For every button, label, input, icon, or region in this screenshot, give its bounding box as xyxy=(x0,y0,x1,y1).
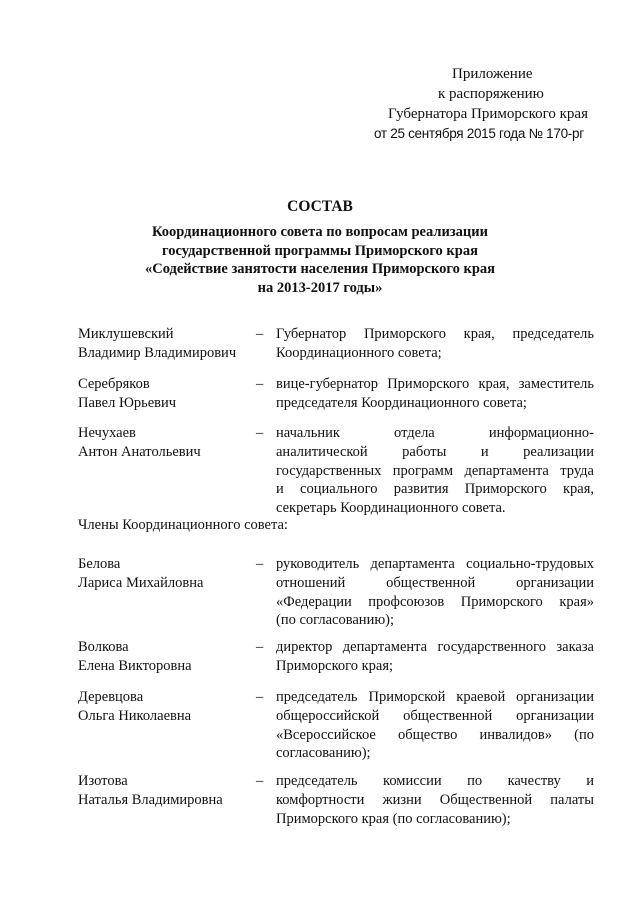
role-line: директор департамента государственного заказа xyxy=(276,639,594,655)
person-name xyxy=(78,375,258,413)
role-line: вице-губернатор Приморского края, заместитель xyxy=(276,376,594,392)
person-name xyxy=(78,555,258,593)
person-surname: Волкова xyxy=(78,639,129,655)
role-line: председателя Координационного совета; xyxy=(276,394,527,411)
role-line: Координационного совета; xyxy=(276,344,442,361)
role-line: Губернатор Приморского края, председатель xyxy=(276,326,594,342)
person-name xyxy=(78,638,258,676)
person-surname: Нечухаев xyxy=(78,425,136,441)
appendix-line: к распоряжению xyxy=(438,86,544,102)
role-line: руководитель департамента социально-трудовых xyxy=(276,556,594,572)
person-given-names: Владимир Владимирович xyxy=(78,344,237,361)
person-role xyxy=(276,325,594,363)
dash-separator: – xyxy=(256,639,264,655)
subtitle-line: на 2013-2017 годы» xyxy=(257,279,383,296)
dash-separator: – xyxy=(256,773,264,789)
person-surname: Серебряков xyxy=(78,376,150,392)
appendix-line: Губернатора Приморского края xyxy=(388,106,588,122)
person-given-names: Павел Юрьевич xyxy=(78,394,177,411)
subtitle-line: Координационного совета по вопросам реализации xyxy=(152,224,488,240)
person-role xyxy=(276,424,594,518)
person-name xyxy=(78,772,258,810)
role-line: комфортности жизни Общественной палаты xyxy=(276,791,594,808)
document-subtitle xyxy=(120,223,520,297)
dash-separator: – xyxy=(256,326,264,342)
appendix-date-number: от 25 сентября 2015 года № 170-рг xyxy=(374,126,584,141)
person-given-names: Елена Викторовна xyxy=(78,657,192,674)
role-line: председатель комиссии по качеству и xyxy=(276,773,594,789)
person-name xyxy=(78,688,258,726)
document-title: СОСТАВ xyxy=(287,198,353,215)
person-role xyxy=(276,638,594,676)
role-line: общероссийской общественной организации xyxy=(276,707,594,724)
role-line: отношений общественной организации xyxy=(276,574,594,591)
role-line: согласованию); xyxy=(276,745,371,762)
role-line: государственных программ департамента труда xyxy=(276,462,594,479)
dash-separator: – xyxy=(256,376,264,392)
role-line: и социального развития Приморского края, xyxy=(276,481,594,498)
person-role xyxy=(276,375,594,413)
person-given-names: Ольга Николаевна xyxy=(78,707,192,724)
dash-separator: – xyxy=(256,556,264,572)
person-surname: Белова xyxy=(78,556,121,572)
person-role xyxy=(276,555,594,630)
person-name xyxy=(78,424,258,462)
person-given-names: Антон Анатольевич xyxy=(78,443,201,460)
members-heading: Члены Координационного совета: xyxy=(78,517,288,533)
person-given-names: Лариса Михайловна xyxy=(78,574,204,591)
appendix-title: Приложение xyxy=(452,66,533,82)
role-line: Приморского края (по согласованию); xyxy=(276,810,511,827)
subtitle-line: «Содействие занятости населения Приморского края xyxy=(144,261,496,277)
person-surname: Изотова xyxy=(78,773,128,789)
appendix-block xyxy=(376,64,606,144)
person-role xyxy=(276,772,594,828)
person-surname: Деревцова xyxy=(78,689,144,705)
person-role xyxy=(276,688,594,763)
dash-separator: – xyxy=(256,689,264,705)
role-line: Приморского края; xyxy=(276,657,394,674)
person-name xyxy=(78,325,258,363)
role-line: «Всероссийское общество инвалидов» (по xyxy=(276,726,594,743)
role-line: начальник отдела информационно- xyxy=(276,425,594,441)
role-line: (по согласованию); xyxy=(276,612,395,629)
person-surname: Миклушевский xyxy=(78,326,174,342)
role-line: аналитической работы и реализации xyxy=(276,443,594,460)
subtitle-line: государственной программы Приморского края xyxy=(162,242,478,259)
role-line: председатель Приморской краевой организации xyxy=(276,689,594,705)
role-line: «Федерации профсоюзов Приморского края» xyxy=(276,593,594,610)
dash-separator: – xyxy=(256,425,264,441)
role-line: секретарь Координационного совета. xyxy=(276,500,506,517)
person-given-names: Наталья Владимировна xyxy=(78,791,223,808)
